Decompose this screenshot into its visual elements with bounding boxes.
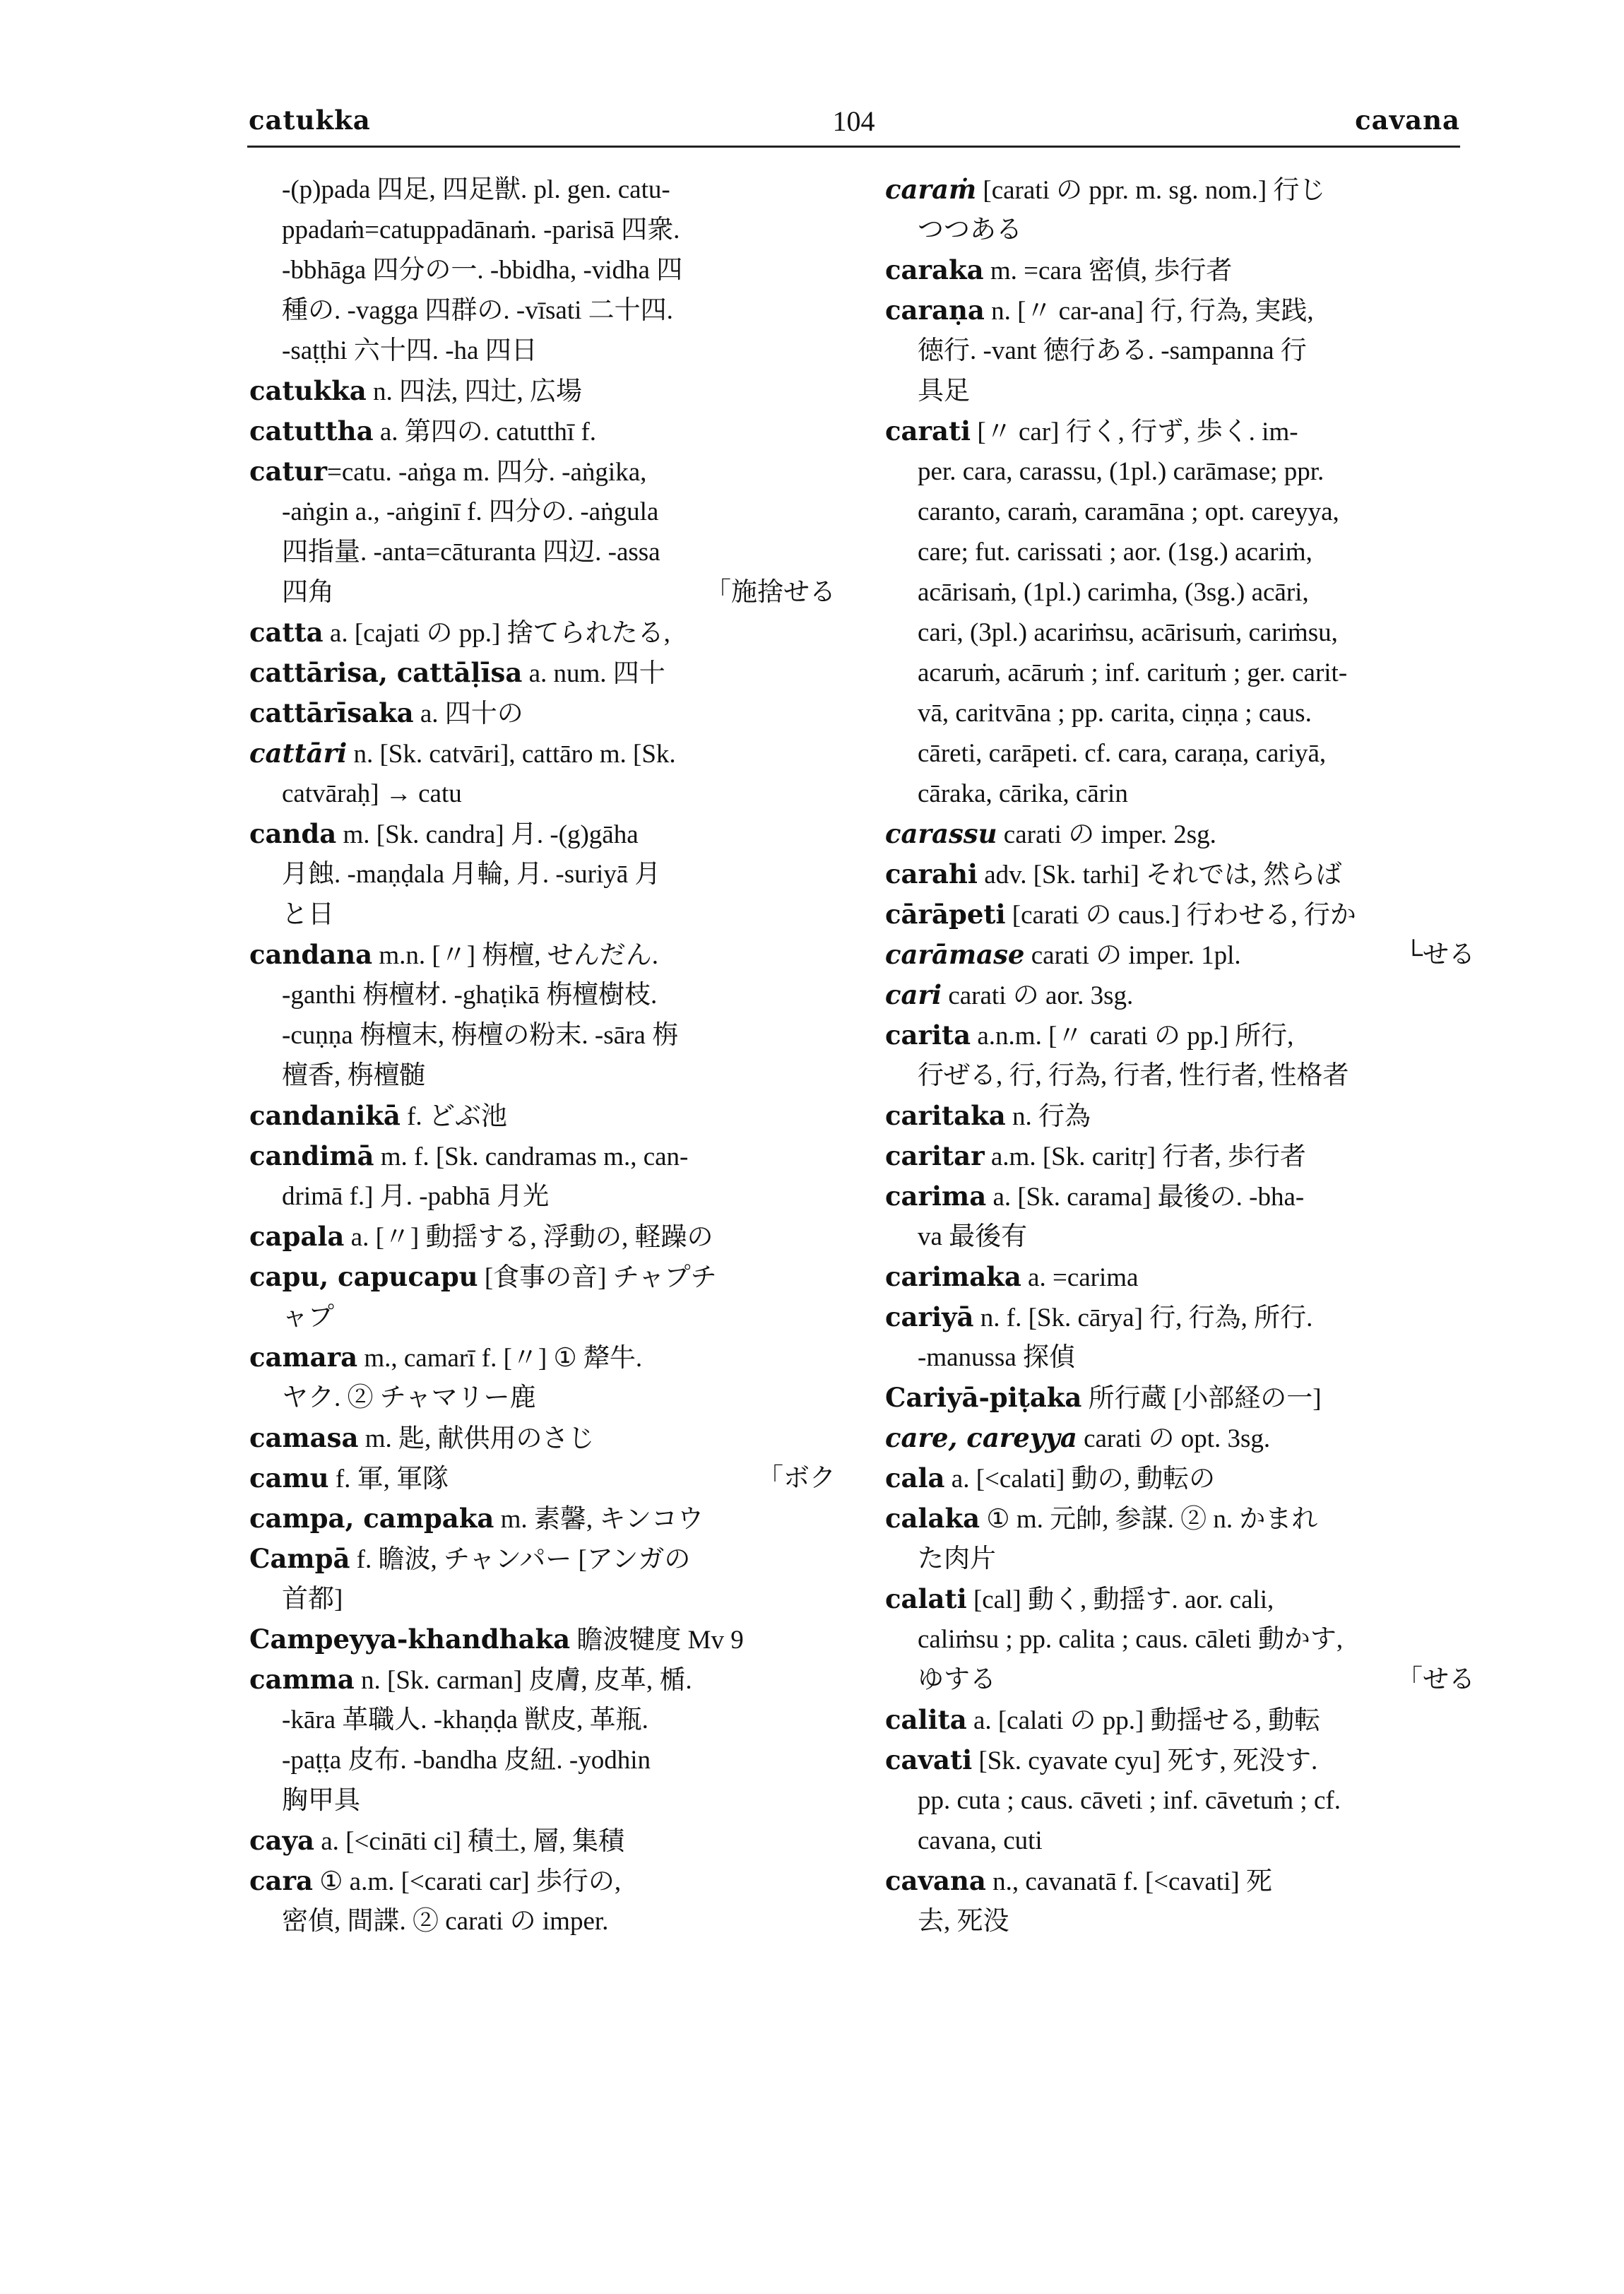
entry-text: -bbhāga 四分の一. -bbidha, -vidha 四 <box>282 256 683 285</box>
entry-headword: carāmase <box>885 939 1025 970</box>
entry-text: [Sk. cyavate cyu] 死す, 死没す. <box>972 1746 1318 1775</box>
entry-headword: catuttha <box>249 415 374 447</box>
entry-text: n., cavanatā f. [<cavati] 死 <box>985 1867 1272 1896</box>
entry-text: per. cara, carassu, (1pl.) carāmase; ppr. <box>918 457 1324 486</box>
entry-text: adv. [Sk. tarhi] それでは, 然らば <box>977 861 1342 889</box>
entry-headword: calita <box>885 1704 967 1735</box>
entry-text: cāraka, cārika, cārin <box>918 779 1128 808</box>
entry-text: f. どぶ池 <box>400 1102 507 1131</box>
entry-headword: cala <box>885 1462 945 1494</box>
dictionary-entry <box>885 1378 1475 1418</box>
header-rule <box>247 146 1460 148</box>
entry-continuation-line <box>249 210 836 250</box>
entry-headword: caritaka <box>885 1100 1006 1131</box>
entry-text: f. 軍, 軍隊 <box>328 1465 449 1494</box>
entry-text: a. 第四の. catutthī f. <box>373 418 597 447</box>
entry-continuation-line <box>885 1821 1475 1861</box>
entry-text: た肉片 <box>918 1544 996 1573</box>
entry-continuation-line <box>885 1780 1475 1821</box>
dictionary-entry <box>885 1418 1475 1458</box>
entry-headword: candana <box>249 939 373 970</box>
dictionary-entry <box>885 935 1475 975</box>
entry-text: m. 素馨, キンコウ <box>494 1505 704 1534</box>
entry-continuation-line <box>249 1015 836 1056</box>
entry-text: -cuṇṇa 栴檀末, 栴檀の粉末. -sāra 栴 <box>282 1021 679 1050</box>
entry-text: n. 四法, 四辻, 広場 <box>366 377 582 406</box>
entry-headword: carati <box>885 415 971 447</box>
entry-headword: Campeyya-khandhaka <box>249 1624 571 1655</box>
dictionary-entry <box>249 451 836 492</box>
entry-headword: carita <box>885 1019 971 1051</box>
entry-text: ppadaṁ=catuppadānaṁ. -parisā 四衆. <box>282 215 680 244</box>
entry-continuation-line <box>249 532 836 572</box>
entry-text: a. [〃] 動揺する, 浮動の, 軽躁の <box>344 1223 713 1252</box>
dictionary-entry <box>249 411 836 451</box>
dictionary-entry <box>249 1337 836 1378</box>
entry-text: -(p)pada 四足, 四足獣. pl. gen. catu- <box>282 175 670 204</box>
entry-text: -manussa 探偵 <box>918 1343 1075 1372</box>
dictionary-entry <box>885 411 1475 451</box>
dictionary-entry <box>885 1136 1475 1176</box>
entry-text: -aṅgin a., -aṅginī f. 四分の. -aṅgula <box>282 497 659 526</box>
entry-text: 瞻波犍度 Mv 9 <box>570 1626 744 1655</box>
overflow-fragment: 「ボク <box>757 1464 836 1493</box>
entry-continuation-line <box>885 532 1475 572</box>
entry-text: 四指量. -anta=cāturanta 四辺. -assa <box>282 538 660 567</box>
dictionary-entry <box>885 1297 1475 1337</box>
entry-continuation-line <box>249 1579 836 1619</box>
entry-text: a. num. 四十 <box>522 659 665 688</box>
dictionary-entry <box>249 1458 836 1498</box>
entry-continuation-line <box>885 1217 1475 1257</box>
entry-headword: calaka <box>885 1503 980 1534</box>
entry-text: [〃 car] 行く, 行ず, 歩く. im- <box>971 418 1298 447</box>
entry-text: acārisaṁ, (1pl.) carimha, (3sg.) acāri, <box>918 578 1309 607</box>
entry-text: 胸甲具 <box>282 1786 360 1815</box>
entry-text: cari, (3pl.) acariṁsu, acārisuṁ, cariṁsu, <box>918 618 1338 647</box>
running-head-left: catukka <box>249 105 371 136</box>
entry-headword: cavati <box>885 1744 973 1775</box>
dictionary-entry <box>885 814 1475 854</box>
entry-headword: carahi <box>885 858 978 889</box>
dictionary-entry <box>249 1861 836 1901</box>
entry-text: drimā f.] 月. -pabhā 月光 <box>282 1182 550 1211</box>
entry-text: a.m. [Sk. caritṛ] 行者, 歩行者 <box>984 1142 1306 1171</box>
entry-text: carati の aor. 3sg. <box>942 981 1134 1010</box>
dictionary-entry <box>249 1619 836 1660</box>
entry-headword: camasa <box>249 1422 359 1453</box>
entry-continuation-line <box>885 733 1475 774</box>
dictionary-entry <box>249 1096 836 1136</box>
entry-text: pp. cuta ; caus. cāveti ; inf. cāvetuṁ ; cf. <box>918 1786 1341 1815</box>
entry-text: a. [Sk. carama] 最後の. -bha- <box>986 1183 1305 1212</box>
entry-headword: canda <box>249 818 337 849</box>
entry-continuation-line <box>885 451 1475 492</box>
dictionary-entry <box>249 733 836 774</box>
entry-headword: catur <box>249 456 327 487</box>
left-column <box>249 170 836 1941</box>
entry-headword: capala <box>249 1221 345 1252</box>
dictionary-entry <box>249 935 836 975</box>
entry-text: [cal] 動く, 動揺す. aor. cali, <box>966 1585 1274 1614</box>
entry-headword: cariyā <box>885 1301 974 1332</box>
entry-text: acaruṁ, acāruṁ ; inf. carituṁ ; ger. carit- <box>918 658 1348 687</box>
entry-continuation-line <box>249 1700 836 1740</box>
entry-continuation-line <box>249 572 836 613</box>
dictionary-entry <box>249 1660 836 1700</box>
page-number: 104 <box>832 105 875 137</box>
entry-text: a. =carima <box>1021 1263 1139 1292</box>
entry-continuation-line <box>885 1056 1475 1096</box>
entry-text: ① a.m. [<carati car] 歩行の, <box>312 1867 622 1896</box>
entry-headword: camma <box>249 1664 355 1695</box>
entry-text: -kāra 革職人. -khaṇḍa 獣皮, 革瓶. <box>282 1705 648 1734</box>
entry-text: 具足 <box>918 377 970 406</box>
entry-headword: capu, capucapu <box>249 1261 478 1292</box>
entry-text: [carati の ppr. m. sg. nom.] 行じ <box>976 176 1326 205</box>
dictionary-entry <box>249 1136 836 1176</box>
dictionary-entry <box>249 814 836 854</box>
entry-text: 月蝕. -maṇḍala 月輪, 月. -suriyā 月 <box>282 860 661 889</box>
entry-headword: cari <box>885 979 942 1010</box>
entry-text: ① m. 元帥, 参謀. ② n. かまれ <box>980 1505 1318 1534</box>
dictionary-entry <box>885 1015 1475 1056</box>
dictionary-entry <box>249 1418 836 1458</box>
entry-continuation-line <box>249 1378 836 1418</box>
dictionary-entry <box>249 693 836 733</box>
entry-text: m. f. [Sk. candramas m., can- <box>374 1142 689 1171</box>
entry-text: vā, caritvāna ; pp. carita, ciṇṇa ; caus. <box>918 699 1312 728</box>
entry-text: ゆする <box>918 1665 996 1694</box>
entry-text: catvāraḥ] → catu <box>282 779 462 808</box>
entry-headword: calati <box>885 1583 967 1614</box>
entry-text: n. [Sk. catvāri], cattāro m. [Sk. <box>347 740 676 769</box>
dictionary-entry <box>885 250 1475 290</box>
entry-headword: Campā <box>249 1543 350 1574</box>
entry-headword: cara <box>249 1865 313 1896</box>
entry-continuation-line <box>249 975 836 1015</box>
entry-text: 種の. -vagga 四群の. -vīsati 二十四. <box>282 296 673 325</box>
entry-text: つつある <box>918 215 1022 244</box>
entry-text: ヤク. ② チャマリー鹿 <box>282 1383 536 1412</box>
entry-continuation-line <box>249 492 836 532</box>
entry-text: 徳行. -vant 徳行ある. -sampanna 行 <box>918 336 1307 365</box>
entry-headword: candanikā <box>249 1100 401 1131</box>
entry-headword: care, careyya <box>885 1422 1077 1453</box>
overflow-fragment: └せる <box>1404 940 1475 969</box>
entry-text: m.n. [〃] 栴檀, せんだん. <box>372 941 659 970</box>
entry-continuation-line <box>249 250 836 290</box>
entry-text: va 最後有 <box>918 1222 1028 1251</box>
dictionary-entry <box>885 1700 1475 1740</box>
entry-continuation-line <box>885 1619 1475 1660</box>
entry-text: m. [Sk. candra] 月. -(g)gāha <box>336 820 639 849</box>
entry-text: -ganthi 栴檀材. -ghaṭikā 栴檀樹枝. <box>282 981 658 1010</box>
dictionary-entry <box>249 1821 836 1861</box>
entry-continuation-line <box>885 653 1475 693</box>
entry-text: caliṁsu ; pp. calita ; caus. cāleti 動かす, <box>918 1625 1344 1654</box>
entry-continuation-line <box>885 613 1475 653</box>
dictionary-entry <box>885 1096 1475 1136</box>
dictionary-entry <box>885 170 1475 210</box>
entry-headword: candimā <box>249 1140 374 1171</box>
entry-text: -saṭṭhi 六十四. -ha 四日 <box>282 336 538 365</box>
running-head-right: cavana <box>1355 105 1460 136</box>
dictionary-entry <box>249 613 836 653</box>
entry-text: a. [<cināti ci] 積土, 層, 集積 <box>314 1827 625 1856</box>
entry-headword: cattāri <box>249 738 348 769</box>
entry-text: 所行蔵 [小部経の一] <box>1081 1384 1322 1413</box>
entry-continuation-line <box>885 1660 1475 1700</box>
entry-continuation-line <box>885 210 1475 250</box>
dictionary-entry <box>885 1498 1475 1539</box>
entry-text: a. 四十の <box>413 699 523 728</box>
entry-continuation-line <box>249 170 836 210</box>
entry-continuation-line <box>249 1780 836 1821</box>
entry-text: m. 匙, 献供用のさじ <box>358 1424 595 1453</box>
entry-text: n. 行為 <box>1005 1102 1091 1131</box>
dictionary-entry <box>885 894 1475 935</box>
entry-continuation-line <box>885 492 1475 532</box>
entry-headword: camu <box>249 1462 329 1494</box>
entry-text: ャプ <box>282 1303 334 1332</box>
entry-text: 四角 <box>282 578 334 607</box>
entry-headword: caritar <box>885 1140 985 1171</box>
entry-continuation-line <box>885 331 1475 371</box>
entry-continuation-line <box>885 371 1475 411</box>
entry-text: n. [〃 car-ana] 行, 行為, 実践, <box>984 297 1314 326</box>
page-header <box>247 105 1460 147</box>
entry-headword: carima <box>885 1181 987 1212</box>
entry-headword: cavana <box>885 1865 986 1896</box>
entry-text: cāreti, carāpeti. cf. cara, caraṇa, cariyā, <box>918 739 1327 768</box>
entry-text: carati の imper. 2sg. <box>997 820 1216 849</box>
right-column <box>885 170 1475 1941</box>
entry-continuation-line <box>249 1901 836 1941</box>
entry-text: a. [calati の pp.] 動揺せる, 動転 <box>966 1706 1321 1735</box>
dictionary-entry <box>249 1498 836 1539</box>
entry-headword: catukka <box>249 375 367 406</box>
entry-headword: carassu <box>885 818 997 849</box>
entry-text: =catu. -aṅga m. 四分. -aṅgika, <box>327 458 647 487</box>
entry-text: -paṭṭa 皮布. -bandha 皮紐. -yodhin <box>282 1746 651 1775</box>
entry-text: n. f. [Sk. cārya] 行, 行為, 所行. <box>973 1303 1313 1332</box>
entry-headword: caraṁ <box>885 174 977 205</box>
entry-text: caranto, caraṁ, caramāna ; opt. careyya, <box>918 497 1339 526</box>
entry-text: 檀香, 栴檀髄 <box>282 1061 426 1090</box>
dictionary-entry <box>885 854 1475 894</box>
entry-continuation-line <box>249 894 836 935</box>
entry-headword: caraṇa <box>885 295 985 326</box>
entry-headword: cārāpeti <box>885 899 1006 930</box>
entry-text: carati の imper. 1pl. <box>1024 941 1241 970</box>
dictionary-entry <box>249 1539 836 1579</box>
dictionary-entry <box>885 1579 1475 1619</box>
entry-continuation-line <box>249 774 836 814</box>
entry-headword: caraka <box>885 254 984 285</box>
dictionary-entry <box>249 1257 836 1297</box>
entry-continuation-line <box>249 1176 836 1217</box>
entry-text: 行ぜる, 行, 行為, 行者, 性行者, 性格者 <box>918 1061 1349 1090</box>
entry-headword: catta <box>249 617 324 648</box>
dictionary-entry <box>249 653 836 693</box>
entry-text: a. [cajati の pp.] 捨てられたる, <box>323 619 670 648</box>
entry-text: [食事の音] チャプチ <box>478 1263 717 1292</box>
entry-text: m., camarī f. [〃] ① 犛牛. <box>357 1344 643 1373</box>
entry-headword: camara <box>249 1342 358 1373</box>
dictionary-entry <box>885 290 1475 331</box>
entry-headword: Cariyā-piṭaka <box>885 1382 1082 1413</box>
dictionary-entry <box>249 371 836 411</box>
entry-headword: cattārīsaka <box>249 697 414 728</box>
entry-text: [carati の caus.] 行わせる, 行か <box>1005 901 1356 930</box>
dictionary-entry <box>885 1740 1475 1780</box>
entry-text: a. [<calati] 動の, 動転の <box>944 1465 1216 1494</box>
entry-text: f. 瞻波, チャンパー [アンガの <box>350 1545 691 1574</box>
entry-text: 去, 死没 <box>918 1907 1009 1936</box>
entry-continuation-line <box>885 1901 1475 1941</box>
entry-headword: carimaka <box>885 1261 1021 1292</box>
dictionary-entry <box>885 1257 1475 1297</box>
entry-headword: cattārisa, cattāḷīsa <box>249 657 523 688</box>
entry-continuation-line <box>885 1539 1475 1579</box>
entry-text: a.n.m. [〃 carati の pp.] 所行, <box>971 1022 1294 1051</box>
entry-continuation-line <box>249 1056 836 1096</box>
entry-text: 首都] <box>282 1585 343 1614</box>
entry-text: 密偵, 間諜. ② carati の imper. <box>282 1907 609 1936</box>
entry-text: carati の opt. 3sg. <box>1077 1424 1271 1453</box>
entry-continuation-line <box>249 1740 836 1780</box>
entry-continuation-line <box>885 572 1475 613</box>
entry-continuation-line <box>885 1337 1475 1378</box>
entry-continuation-line <box>249 1297 836 1337</box>
entry-headword: campa, campaka <box>249 1503 494 1534</box>
dictionary-entry <box>249 1217 836 1257</box>
entry-text: m. =cara 密偵, 歩行者 <box>983 256 1233 285</box>
entry-text: と日 <box>282 900 334 929</box>
overflow-fragment: 「せる <box>1397 1665 1475 1694</box>
entry-continuation-line <box>885 693 1475 733</box>
entry-continuation-line <box>249 854 836 894</box>
entry-continuation-line <box>249 290 836 331</box>
dictionary-entry <box>885 1861 1475 1901</box>
entry-text: cavana, cuti <box>918 1826 1043 1855</box>
entry-continuation-line <box>249 331 836 371</box>
entry-continuation-line <box>885 774 1475 814</box>
dictionary-entry <box>885 1176 1475 1217</box>
overflow-fragment: 「施捨せる <box>705 578 836 607</box>
entry-text: n. [Sk. carman] 皮膚, 皮革, 楯. <box>354 1666 692 1695</box>
dictionary-entry <box>885 975 1475 1015</box>
entry-headword: caya <box>249 1825 314 1856</box>
dictionary-entry <box>885 1458 1475 1498</box>
entry-text: care; fut. carissati ; aor. (1sg.) acariṁ, <box>918 538 1312 567</box>
